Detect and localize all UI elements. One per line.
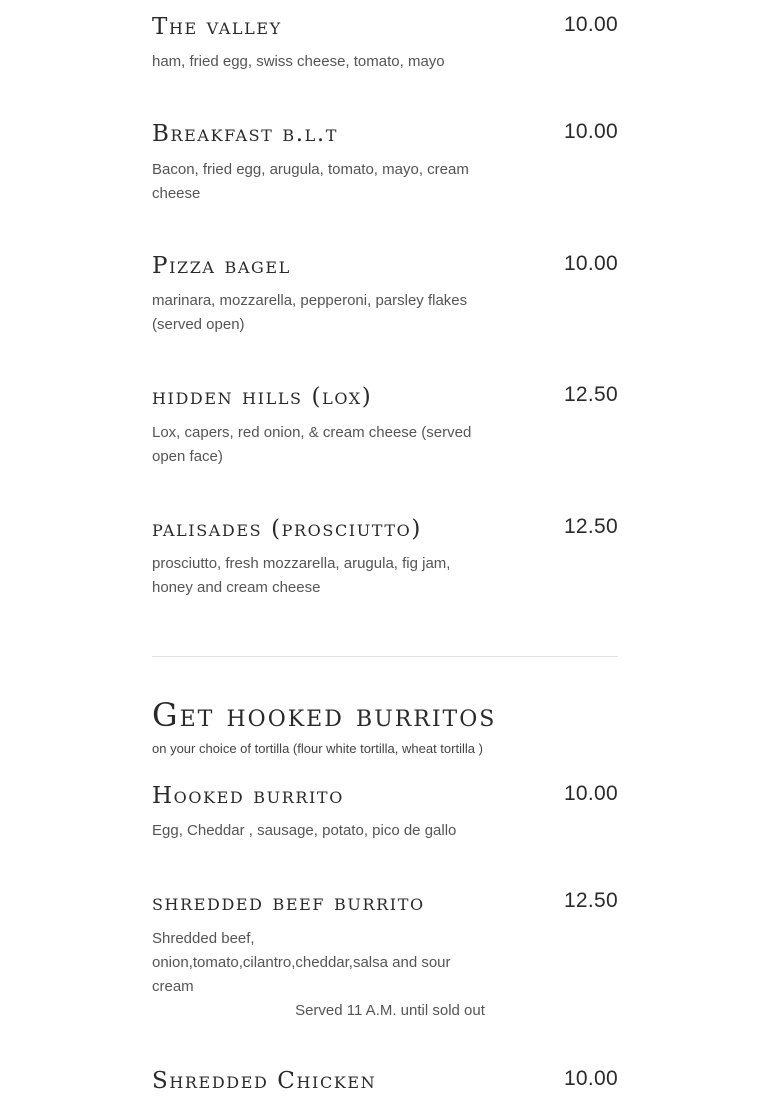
menu-item-price: 12.50 [563,515,618,538]
menu-item-price: 12.50 [563,383,618,406]
menu-item-description: marinara, mozzarella, pepperoni, parsley flakes (served open) [152,292,468,333]
menu-item-description: Lox, capers, red onion, & cream cheese (served open face) [152,424,472,465]
menu-item-name: hidden hills (lox) [152,384,373,410]
menu-item-description: Bacon, fried egg, arugula, tomato, mayo, cream cheese [152,161,469,202]
menu-item-price: 10.00 [563,1067,618,1090]
section-divider [152,656,618,657]
menu-item-name: palisades (prosciutto) [152,516,422,542]
menu-item-description: Shredded beef, onion,tomato,cilantro,cheddar,salsa and sour cream [152,930,451,995]
menu-item-name: Shredded Chicken [152,1068,377,1094]
menu-item-price: 10.00 [563,782,618,805]
menu-item-description: Egg, Cheddar , sausage, potato, pico de gallo [152,822,457,839]
menu-item-description: ham, fried egg, swiss cheese, tomato, mayo [152,53,445,70]
menu-item-name: Hooked burrito [152,783,344,809]
menu-item-name: Pizza bagel [152,253,291,279]
menu-item-price: 12.50 [563,889,618,912]
availability-note: Served 11 A.M. until sold out [295,1002,485,1019]
menu-item-price: 10.00 [563,13,618,36]
section-title: Get hooked burritos [152,696,497,734]
menu-item-description: prosciutto, fresh mozzarella, arugula, fig jam, honey and cream cheese [152,555,451,596]
menu-item-name: Breakfast b.l.t [152,121,339,147]
menu-item-name: shredded beef burrito [152,890,425,916]
menu-item-name: The valley [152,14,282,40]
menu-item-price: 10.00 [563,252,618,275]
menu-item-price: 10.00 [563,120,618,143]
section-subtitle: on your choice of tortilla (flour white tortilla, wheat tortilla ) [152,741,483,756]
